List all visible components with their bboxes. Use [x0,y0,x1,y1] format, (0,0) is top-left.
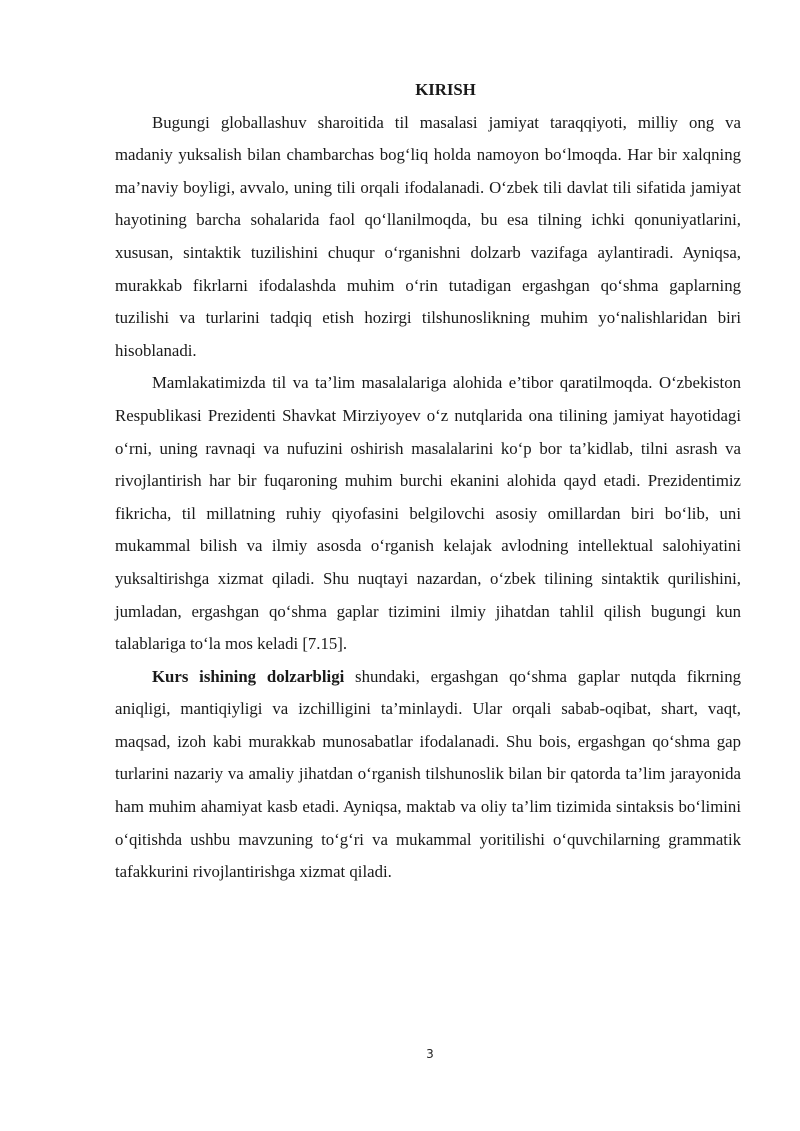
document-body [115,74,741,889]
paragraph-3-bold-lead: Kurs ishining dolzarbligi [152,666,345,686]
paragraph-2-text: Mamlakatimizda til va ta’lim masalalariga alohida e’tibor qaratilmoqda. O‘zbekiston Respublikasi Prezidenti Shavkat Mirziyoyev o‘z nutqlarida ona tilining jamiyat hayotidagi o‘rni, uning ravnaqi va nufuzini oshirish masalalarini ko‘p bor ta’kidlab, tilni asrash va rivojlantirish har bir fuqaroning muhim burchi ekanini alohida qayd etadi. Prezidentimiz fikricha, til millatning ruhiy qiyofasini belgilovchi asosiy omillardan biri bo‘lib, uni mukammal bilish va ilmiy asosda o‘rganish kelajak avlodning intellektual salohiyatini yuksaltirishga xizmat qiladi. Shu nuqtayi nazardan, o‘zbek tilining sintaktik qurilishini, jumladan, ergashgan qo‘shma gaplar tizimini ilmiy jihatdan tahlil qilish bugungi kun talablariga to‘la mos keladi [7.15]. [115,373,741,654]
paragraph-1 [115,107,741,368]
paragraph-3-text: shundaki, ergashgan qo‘shma gaplar nutqda fikrning aniqligi, mantiqiyligi va izchilligini ta’minlaydi. Ular orqali sabab-oqibat, shart, vaqt, maqsad, izoh kabi murakkab munosabatlar ifodalanadi. Shu bois, ergashgan qo‘shma gap turlarini nazariy va amaliy jihatdan o‘rganish tilshunoslik bilan bir qatorda ta’lim jarayonida ham muhim ahamiyat kasb etadi. Ayniqsa, maktab va oliy ta’lim tizimida sintaksis bo‘limini o‘qitishda ushbu mavzuning to‘g‘ri va mukammal yoritilishi o‘quvchilarning grammatik tafakkurini rivojlantirishga xizmat qiladi. [115,666,741,882]
section-title: KIRISH [415,80,476,99]
paragraph-1-text: Bugungi globallashuv sharoitida til masalasi jamiyat taraqqiyoti, milliy ong va madaniy yuksalish bilan chambarchas bog‘liq holda namoyon bo‘lmoqda. Har bir xalqning ma’naviy boyligi, avvalo, uning tili orqali ifodalanadi. O‘zbek tili davlat tili sifatida jamiyat hayotining barcha sohalarida faol qo‘llanilmoqda, bu esa tilning ichki qonuniyatlarini, xususan, sintaktik tuzilishini chuqur o‘rganishni dolzarb vazifaga aylantiradi. Ayniqsa, murakkab fikrlarni ifodalashda muhim o‘rin tutadigan ergashgan qo‘shma gaplarning tuzilishi va turlarini tadqiq etish hozirgi tilshunoslikning muhim yo‘nalishlaridan biri hisoblanadi. [115,112,741,360]
paragraph-2 [115,367,741,660]
paragraph-3 [115,661,741,889]
page-number: 3 [426,1047,434,1061]
